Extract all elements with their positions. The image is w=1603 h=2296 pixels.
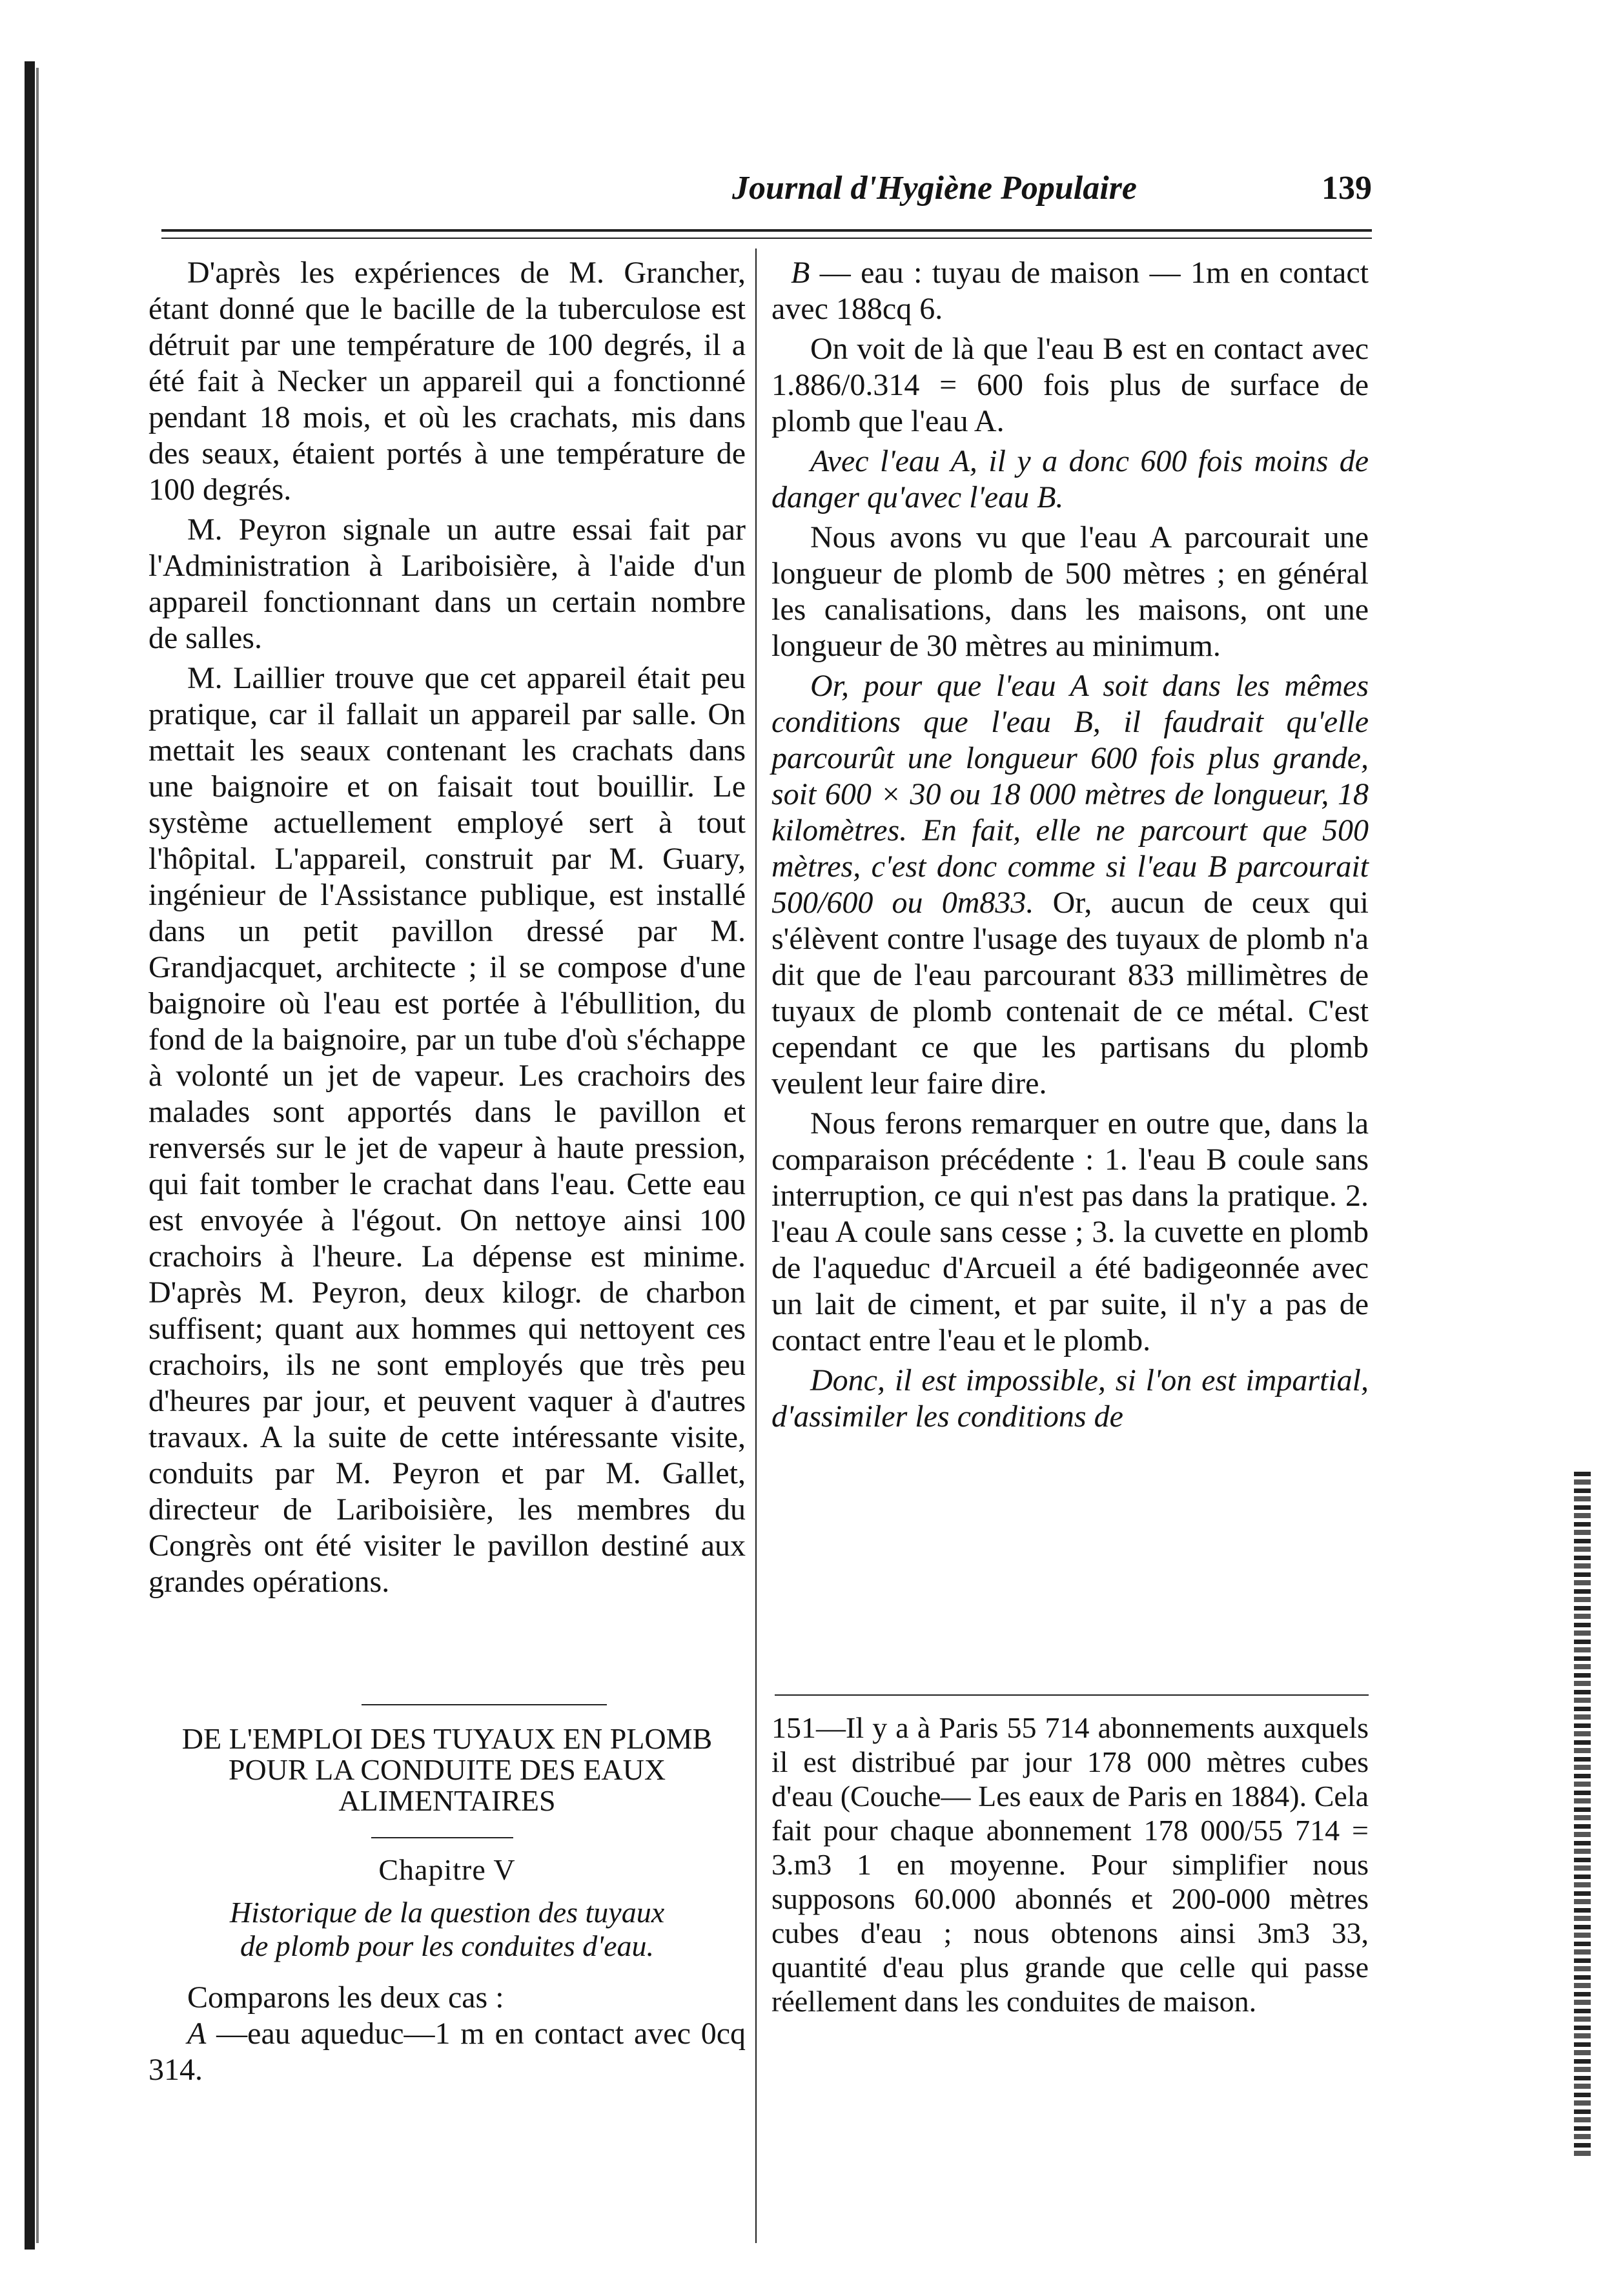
left-column xyxy=(148,255,746,1604)
paragraph: D'après les expériences de M. Grancher, étant donné que le bacille de la tuberculose est détruit par une température de 100 degrés, il a été fait à Necker un appareil qui a fonctionné pendant 18 mois, et où les crachats, mis dans des seaux, étaient portés à une température de 100 degrés. xyxy=(148,256,746,507)
right-column xyxy=(771,255,1369,1439)
footnote xyxy=(771,1711,1369,2018)
section-start xyxy=(148,1723,746,2088)
paragraph: M. Peyron signale un autre essai fait par l'Administration à Lariboisière, à l'aide d'un appareil fonctionnant dans un certain nombre de salles. xyxy=(148,513,746,655)
paragraph: Avec l'eau A, il y a donc 600 fois moins de danger qu'avec l'eau B. xyxy=(771,444,1369,514)
text-run: Or, aucun de ceux qui s'élèvent contre l'usage des tuyaux de plomb n'a dit que de l'eau parcourant 833 millimètres de tuyaux de plomb contenait de ce métal. C'est cependant ce que les partisans du plomb veulent leur faire dire. xyxy=(771,886,1369,1101)
case-label: A xyxy=(187,2017,207,2051)
paragraph: Donc, il est impossible, si l'on est impartial, d'assimiler les conditions de xyxy=(771,1363,1369,1434)
paragraph xyxy=(771,668,1369,1102)
running-title: Journal d'Hygiène Populaire xyxy=(732,170,1137,207)
case-text: — eau : tuyau de maison — 1m en contact avec 188cq 6. xyxy=(771,256,1369,326)
section-title-line: DE L'EMPLOI DES TUYAUX EN PLOMB xyxy=(181,1722,713,1755)
case-a xyxy=(148,2016,746,2088)
footnote-rule xyxy=(775,1694,1369,1696)
case-b xyxy=(771,255,1369,327)
paragraph: Nous avons vu que l'eau A parcourait une longueur de plomb de 500 mètres ; en général les canalisations, dans les maisons, ont une longueur de 30 mètres au minimum. xyxy=(771,520,1369,663)
scan-edge-marks xyxy=(1574,1472,1591,2156)
footnote-text: 151—Il y a à Paris 55 714 abonnements auxquels il est distribué par jour 178 000 mètres cubes d'eau (Couche— Les eaux de Paris en 1884). Cela fait pour chaque abonnement 178 000/55 714 = 3.m3 1 en moyenne. Pour simplifier nous supposons 60.000 abonnés et 200-000 mètres cubes d'eau ; nous obtenons ainsi 3m3 33, quantité d'eau plus grande que celle qui passe réellement dans les conduites de maison. xyxy=(771,1711,1369,2018)
header-rule-top xyxy=(161,229,1372,232)
paragraph: M. Laillier trouve que cet appareil était peu pratique, car il fallait un appareil par salle. On mettait les seaux contenant les crachats dans une baignoire et on faisait tout bouillir. Le système actuellement employé sert à tout l'hôpital. L'appareil, construit par M. Guary, ingénieur de l'Assistance publique, est installé dans un petit pavillon dressé par M. Grandjacquet, architecte ; il se compose d'une baignoire où l'eau est portée à l'ébullition, du fond de la baignoire, par un tube d'où s'échappe à volonté un jet de vapeur. Les crachoirs des malades sont apportés dans le pavillon et renversés sur le jet de vapeur à haute pression, qui fait tomber le crachat dans l'eau. Cette eau est envoyée à l'égout. On nettoye ainsi 100 crachoirs à l'heure. La dépense est minime. D'après M. Peyron, deux kilogr. de charbon suffisent; quant aux hommes qui nettoyent ces crachoirs, ils ne sont employés que très peu d'heures par jour, et peuvent vaquer à d'autres travaux. A la suite de cette intéressante visite, conduits par M. Peyron et par M. Gallet, directeur de Lariboisière, les membres du Congrès ont été visiter le pavillon destiné aux grandes opérations. xyxy=(148,661,746,1599)
column-divider xyxy=(755,249,757,2243)
case-label: B xyxy=(791,256,810,290)
chapter-rule xyxy=(371,1837,513,1838)
section-title-line: POUR LA CONDUITE DES EAUX xyxy=(228,1753,666,1786)
case-text: —eau aqueduc—1 m en contact avec 0cq 314. xyxy=(148,2017,746,2087)
chapter-subtitle-line: de plomb pour les conduites d'eau. xyxy=(240,1929,654,1962)
page-number: 139 xyxy=(1322,170,1372,207)
chapter-title: Chapitre V xyxy=(378,1853,516,1886)
section-rule xyxy=(362,1704,607,1705)
chapter-subtitle-line: Historique de la question des tuyaux xyxy=(229,1896,665,1929)
binding-edge xyxy=(25,61,35,2250)
binding-edge-shadow xyxy=(36,68,39,2243)
paragraph: Comparons les deux cas : xyxy=(187,1980,504,2015)
page-header xyxy=(497,169,1372,221)
paragraph: Nous ferons remarquer en outre que, dans la comparaison précédente : 1. l'eau B coule sans interruption, ce qui n'est pas dans la pratique. 2. l'eau A coule sans cesse ; 3. la cuvette en plomb de l'aqueduc d'Arcueil a été badigeonnée avec un lait de ciment, et par suite, il n'y a pas de contact entre l'eau et le plomb. xyxy=(771,1106,1369,1357)
section-title xyxy=(148,1723,746,1816)
italic-run: Or, pour que l'eau A soit dans les mêmes conditions que l'eau B, il faudrait qu'elle parcourût une longueur 600 fois plus grande, soit 600 × 30 ou 18 000 mètres de longueur, 18 kilomètres. En fait, elle ne parcourt que 500 mètres, c'est donc comme si l'eau B parcourait 500/600 ou 0m833. xyxy=(771,669,1369,920)
section-title-line: ALIMENTAIRES xyxy=(338,1784,556,1817)
chapter-subtitle xyxy=(148,1896,746,1963)
paragraph: On voit de là que l'eau B est en contact avec 1.886/0.314 = 600 fois plus de surface de plomb que l'eau A. xyxy=(771,332,1369,438)
header-rule-bottom xyxy=(161,238,1372,239)
